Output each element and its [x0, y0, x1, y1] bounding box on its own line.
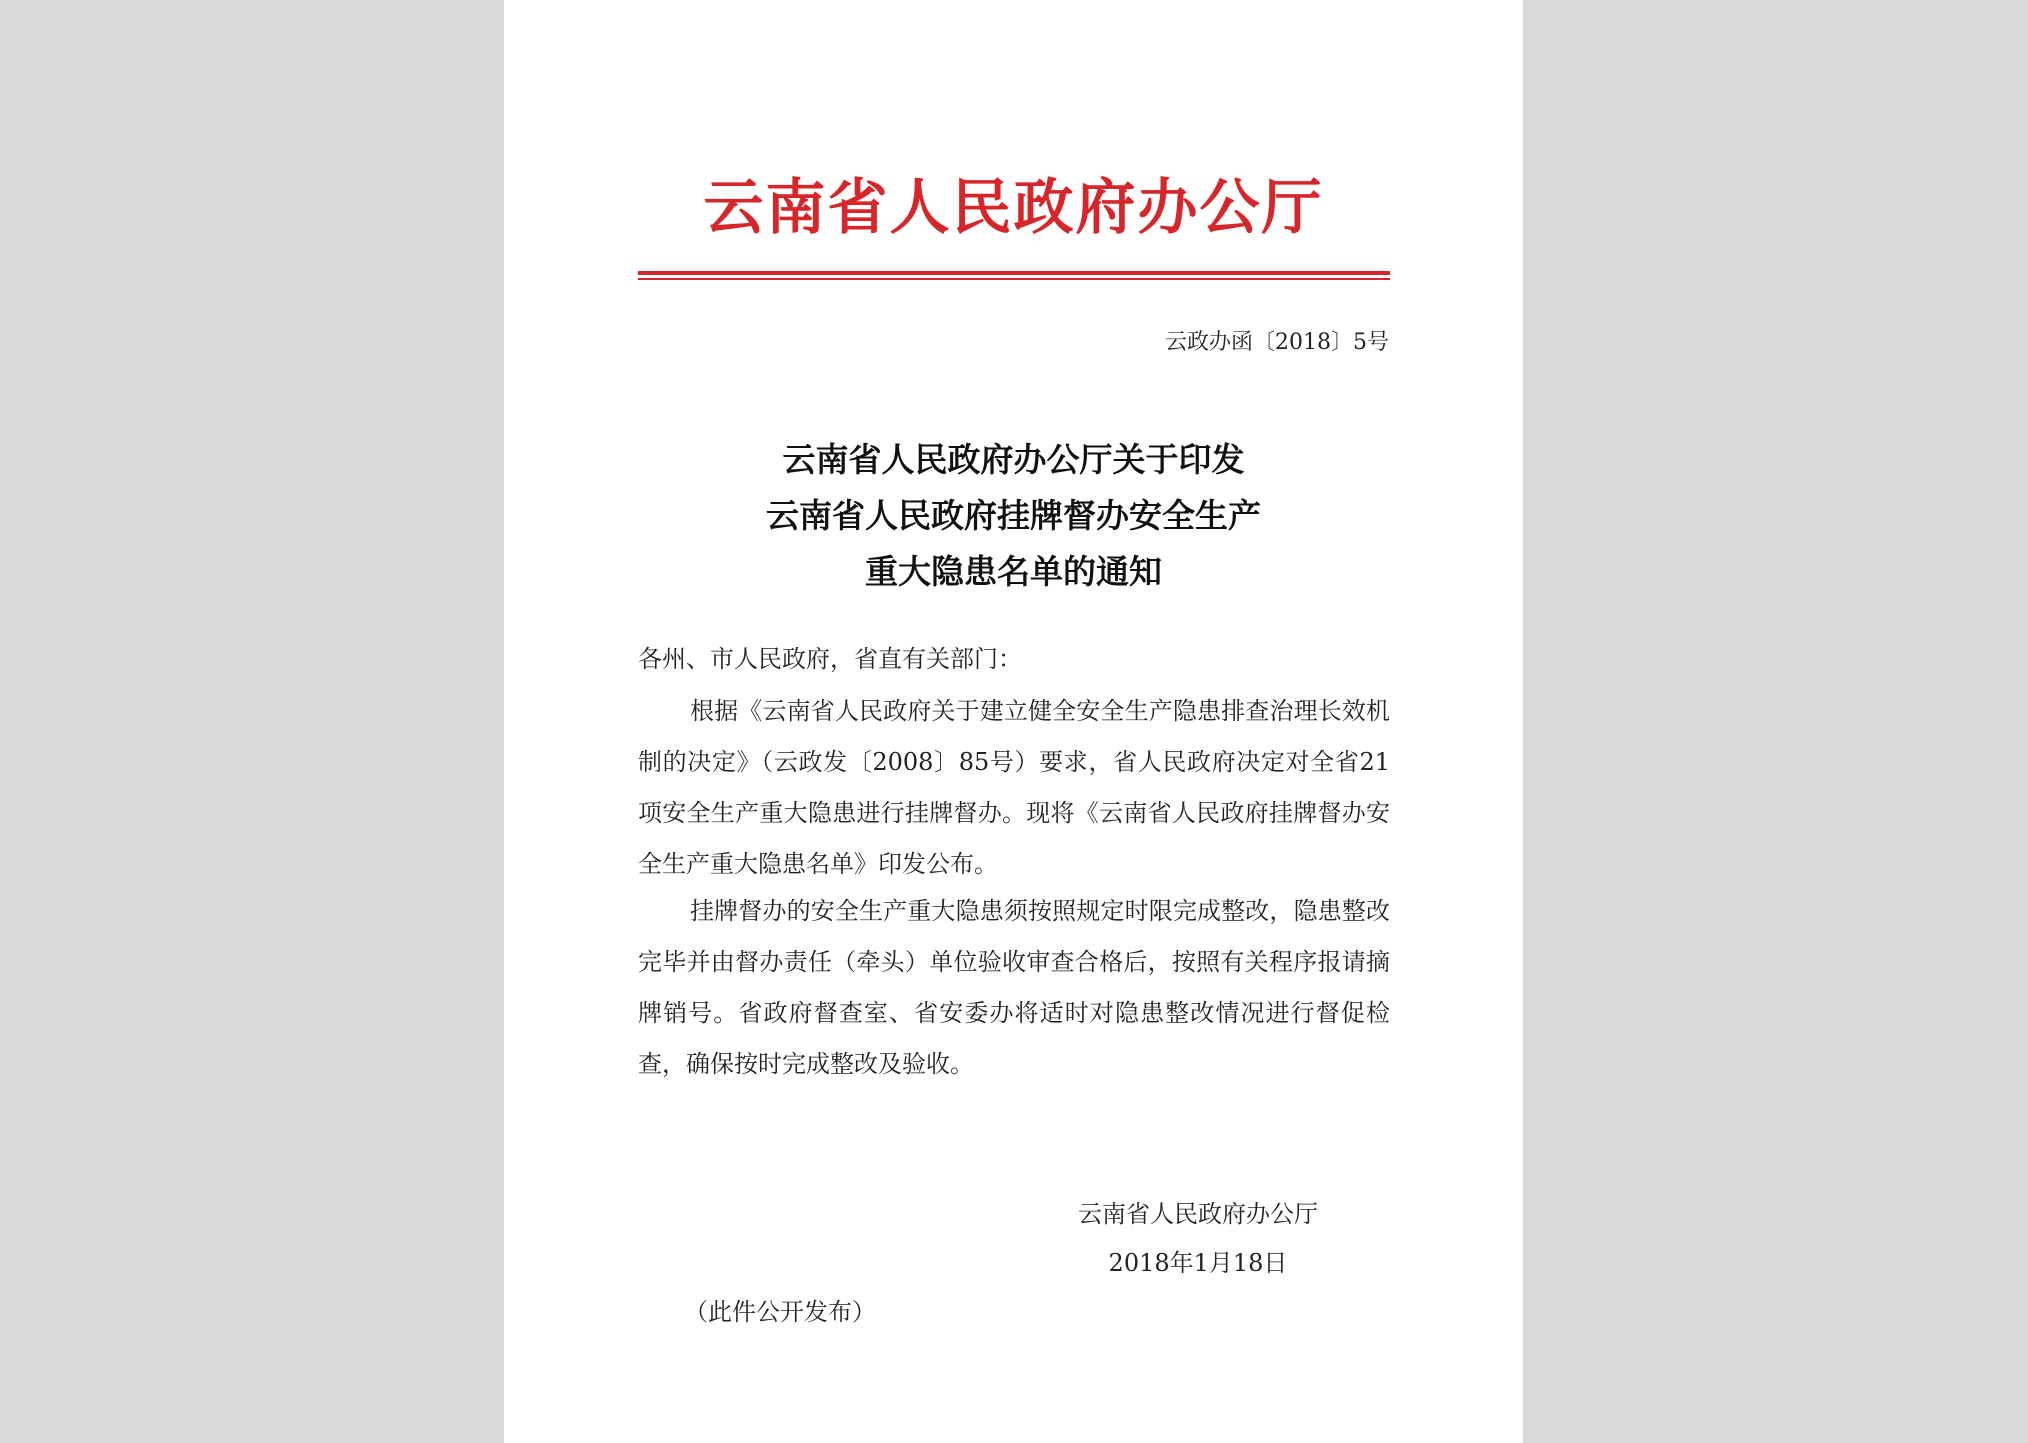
body-paragraph-1: 根据《云南省人民政府关于建立健全安全生产隐患排查治理长效机制的决定》（云政发〔2008〕85号）要求，省人民政府决定对全省21项安全生产重大隐患进行挂牌督办。现将《云南省人民政府挂牌督办安全生产重大隐患名单》印发公布。 [638, 697, 1390, 878]
document-number: 云政办函〔2018〕5号 [1165, 330, 1389, 355]
red-divider-thick [638, 271, 1390, 275]
red-divider-thin [638, 278, 1390, 280]
document-page [504, 0, 1523, 1443]
title-line-1: 云南省人民政府办公厅关于印发 [782, 440, 1245, 479]
signature-date: 2018年1月18日 [1108, 1249, 1288, 1277]
addressee: 各州、市人民政府，省直有关部门： [638, 645, 1022, 673]
red-header-title: 云南省人民政府办公厅 [703, 173, 1324, 243]
publication-note: （此件公开发布） [684, 1298, 876, 1326]
title-line-3: 重大隐患名单的通知 [865, 552, 1162, 591]
signature-issuer: 云南省人民政府办公厅 [1078, 1200, 1318, 1228]
document-title [504, 432, 1523, 600]
red-divider [638, 271, 1390, 281]
title-line-2: 云南省人民政府挂牌督办安全生产 [766, 496, 1261, 535]
body-paragraph-2: 挂牌督办的安全生产重大隐患须按照规定时限完成整改，隐患整改完毕并由督办责任（牵头）单位验收审查合格后，按照有关程序报请摘牌销号。省政府督查室、省安委办将适时对隐患整改情况进行督促检查，确保按时完成整改及验收。 [638, 897, 1390, 1078]
